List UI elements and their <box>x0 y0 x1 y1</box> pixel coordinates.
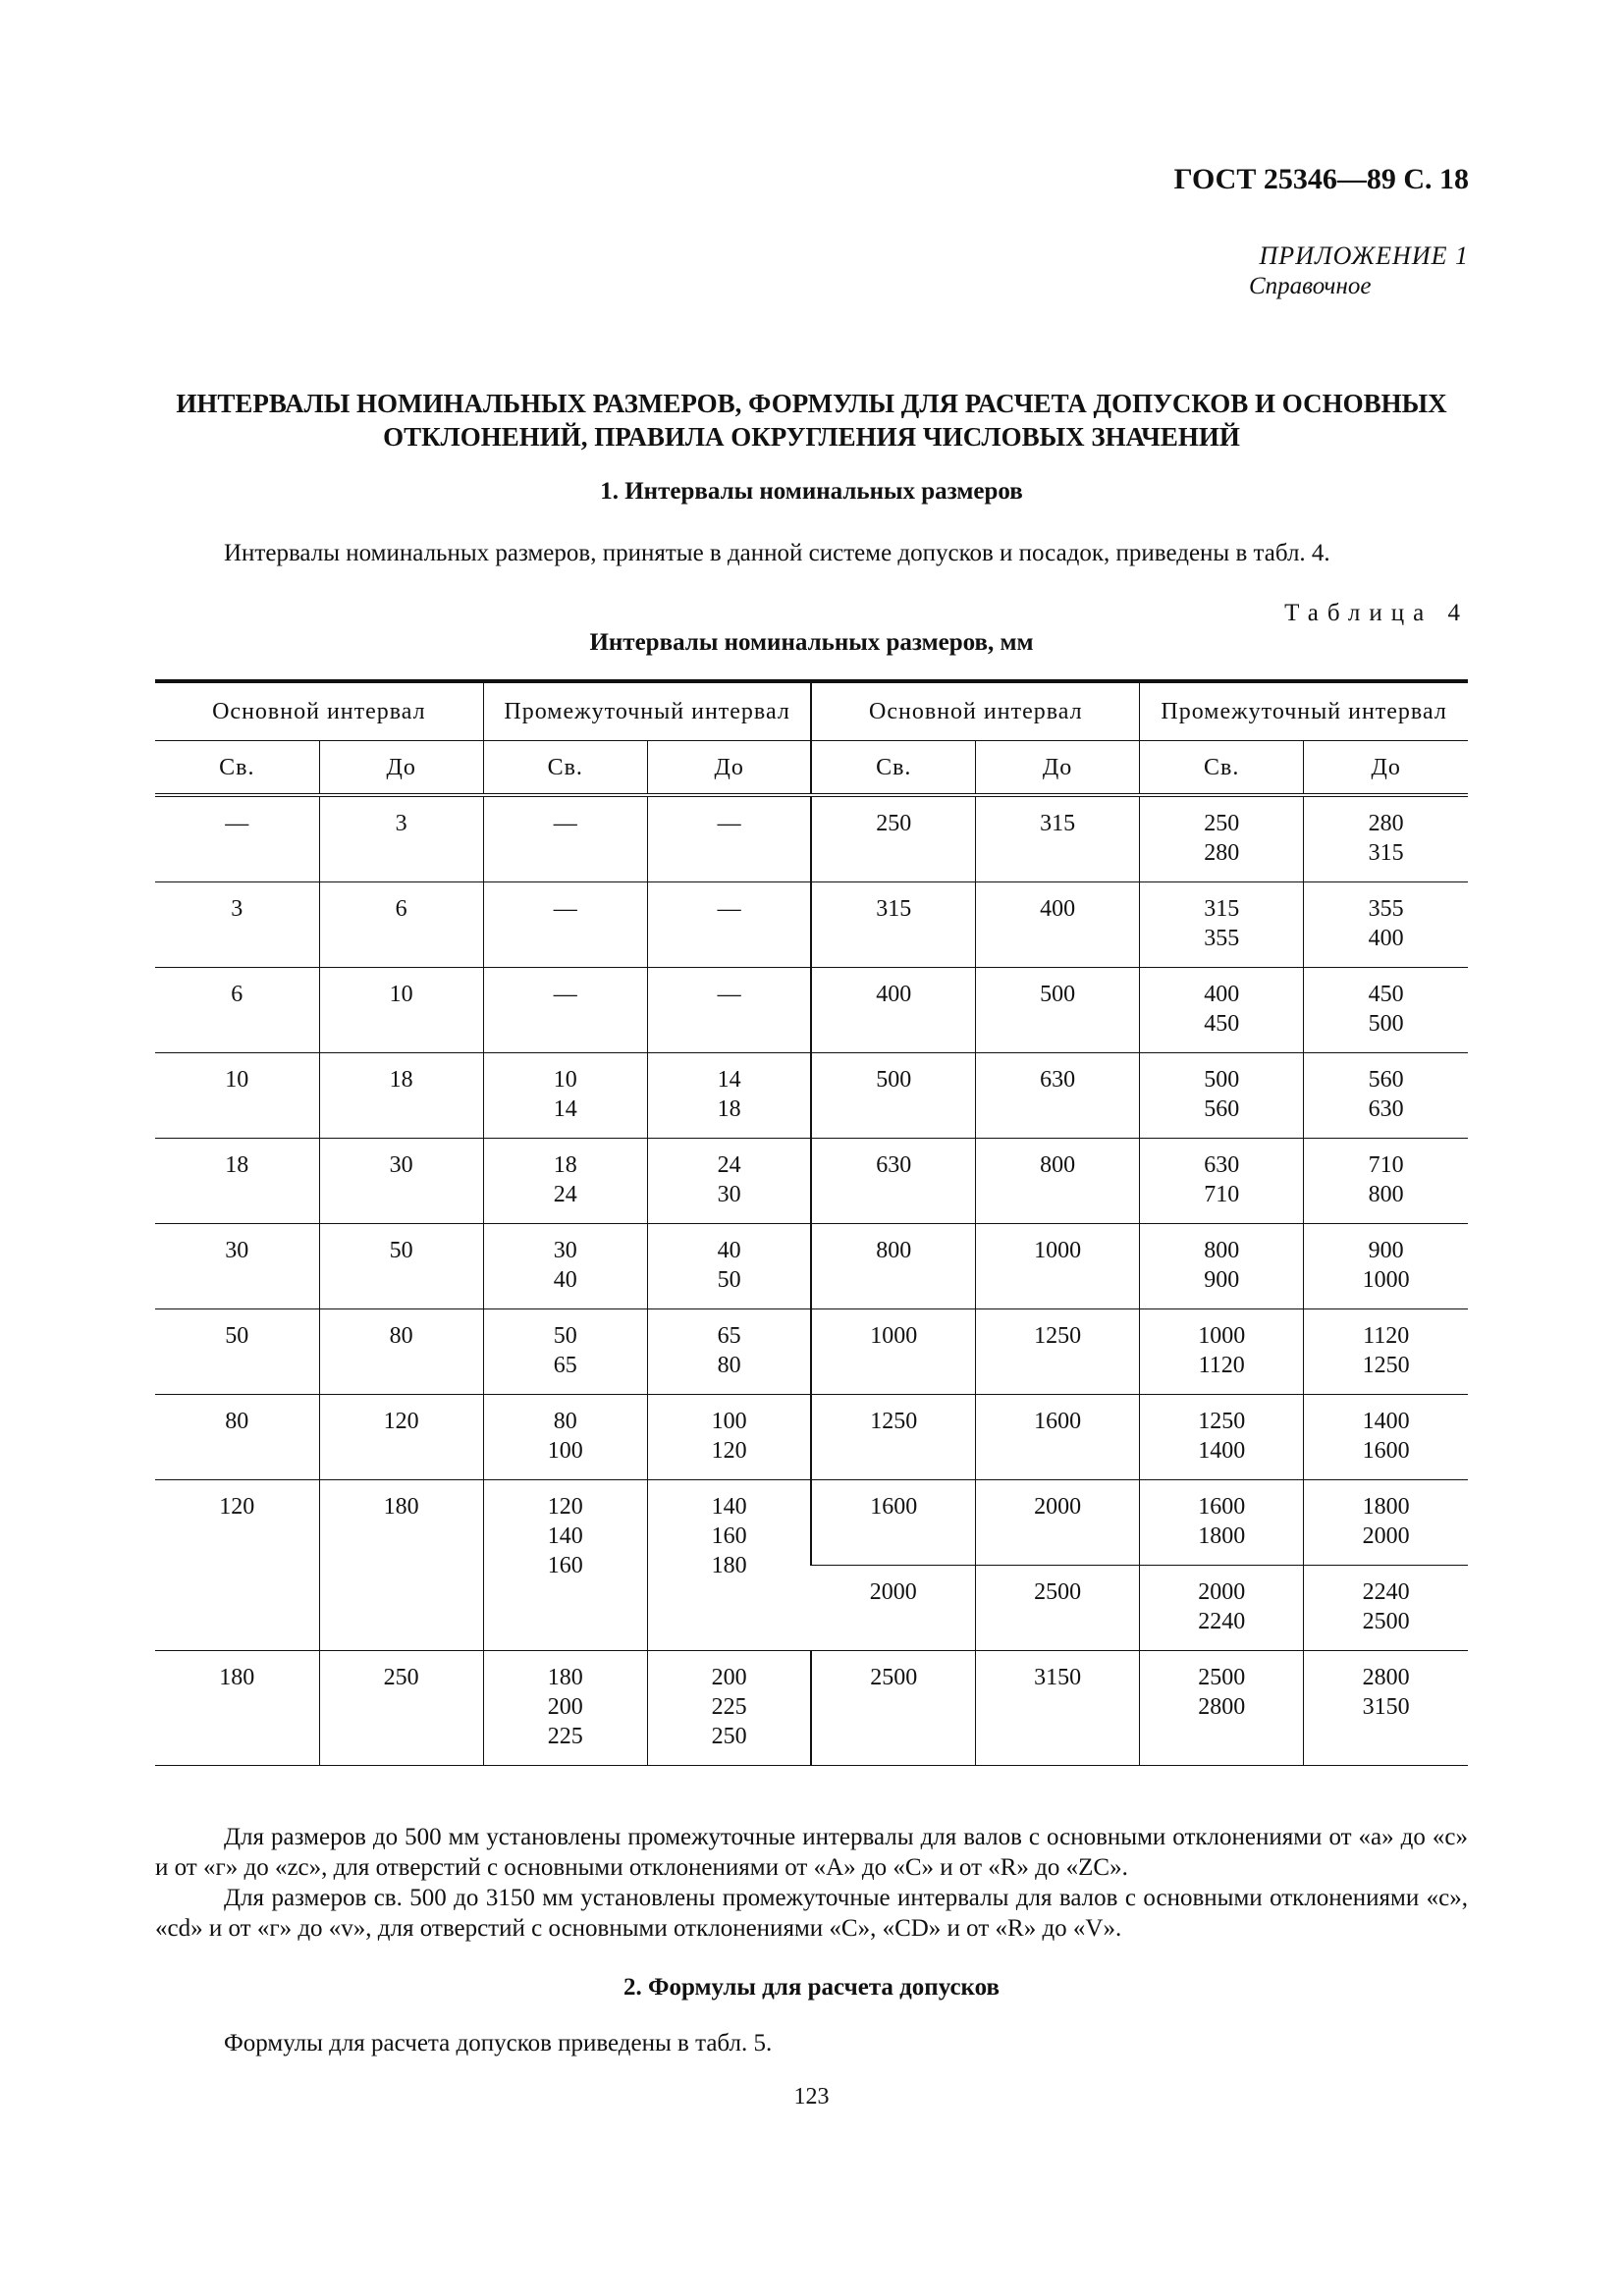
intermediate-from <box>483 1139 647 1224</box>
cell-value: 1120 <box>1363 1323 1410 1349</box>
sub-header-to: До <box>647 741 811 796</box>
intermediate-from <box>483 968 647 1053</box>
cell-value: 1600 <box>1198 1494 1246 1520</box>
group-header-main-interval: Основной интервал <box>155 681 483 741</box>
table-row <box>155 968 1468 1053</box>
cell-value: 2000 <box>1198 1579 1246 1605</box>
cell-value: 120 <box>711 1438 747 1464</box>
cell-value: 24 <box>717 1152 741 1178</box>
intermediate-to <box>647 1480 811 1651</box>
interval-from: 800 <box>811 1224 975 1309</box>
cell-value: 65 <box>717 1323 741 1349</box>
cell-value: 355 <box>1368 896 1404 922</box>
cell-value: 3150 <box>1362 1694 1410 1720</box>
page-number: 123 <box>793 2084 830 2109</box>
interval-from: 250 <box>811 795 975 882</box>
cell-value: — <box>717 811 741 836</box>
interval-to: 3 <box>319 795 483 882</box>
cell-value: 1800 <box>1198 1523 1246 1549</box>
intermediate-to <box>647 1651 811 1766</box>
cell-value: — <box>553 811 577 836</box>
intermediate-from <box>483 1309 647 1395</box>
cell-value: 24 <box>553 1182 577 1207</box>
section-2-heading: 2. Формулы для расчета допусков <box>622 1974 1000 2001</box>
table-row <box>155 1224 1468 1309</box>
intermediate-to <box>647 795 811 882</box>
interval-from: 6 <box>155 968 319 1053</box>
cell-value: 710 <box>1204 1182 1240 1207</box>
cell-value: 1000 <box>1362 1267 1410 1293</box>
interval-from: 3 <box>155 882 319 968</box>
interval-to: 10 <box>319 968 483 1053</box>
cell-value: 315 <box>1204 896 1240 922</box>
interval-to: 315 <box>976 795 1140 882</box>
intermediate-to <box>1304 1651 1468 1766</box>
interval-to: 3150 <box>976 1651 1140 1766</box>
document-code: ГОСТ 25346—89 С. 18 <box>1173 163 1469 195</box>
cell-value: 18 <box>717 1096 741 1122</box>
cell-value: 40 <box>553 1267 577 1293</box>
interval-to: 80 <box>319 1309 483 1395</box>
sub-header-to: До <box>1304 741 1468 796</box>
intermediate-to <box>647 1224 811 1309</box>
interval-to: 2500 <box>976 1566 1140 1651</box>
intermediate-from <box>1140 1395 1304 1480</box>
interval-from: 80 <box>155 1395 319 1480</box>
intermediate-from <box>1140 1053 1304 1139</box>
title-line-1: ИНТЕРВАЛЫ НОМИНАЛЬНЫХ РАЗМЕРОВ, ФОРМУЛЫ ДЛЯ РАСЧЕТА ДОПУСКОВ И ОСНОВНЫХ <box>176 389 1447 418</box>
interval-from: 2500 <box>811 1651 975 1766</box>
intermediate-to <box>647 1139 811 1224</box>
cell-value: 14 <box>553 1096 577 1122</box>
appendix-title <box>155 387 1468 454</box>
interval-from: 10 <box>155 1053 319 1139</box>
cell-value: — <box>717 896 741 922</box>
group-header-main-interval: Основной интервал <box>811 681 1139 741</box>
intermediate-to <box>1304 1309 1468 1395</box>
intermediate-to <box>1304 1395 1468 1480</box>
interval-to: 120 <box>319 1395 483 1480</box>
interval-from: 1250 <box>811 1395 975 1480</box>
sub-header-from: Св. <box>811 741 975 796</box>
cell-value: 2240 <box>1198 1609 1246 1634</box>
interval-to: 6 <box>319 882 483 968</box>
interval-to: 1250 <box>976 1309 1140 1395</box>
cell-value: 2800 <box>1198 1694 1246 1720</box>
cell-value: 140 <box>547 1523 583 1549</box>
title-line-2: ОТКЛОНЕНИЙ, ПРАВИЛА ОКРУГЛЕНИЯ ЧИСЛОВЫХ ЗНАЧЕНИЙ <box>383 422 1240 452</box>
cell-value: 160 <box>711 1523 747 1549</box>
cell-value: 450 <box>1204 1011 1240 1037</box>
table-row <box>155 1395 1468 1480</box>
cell-value: 200 <box>547 1694 583 1720</box>
cell-value: 180 <box>547 1665 583 1690</box>
table-title: Интервалы номинальных размеров, мм <box>589 629 1034 656</box>
cell-value: 180 <box>711 1553 747 1578</box>
cell-value: 50 <box>553 1323 577 1349</box>
intermediate-to <box>1304 968 1468 1053</box>
cell-value: 630 <box>1204 1152 1240 1178</box>
cell-value: 800 <box>1368 1182 1404 1207</box>
appendix-label: ПРИЛОЖЕНИЕ 1 <box>1259 241 1469 270</box>
cell-value: — <box>553 896 577 922</box>
cell-value: 1600 <box>1362 1438 1410 1464</box>
interval-from: — <box>225 811 249 836</box>
interval-to: 800 <box>976 1139 1140 1224</box>
cell-value: 1000 <box>1198 1323 1246 1349</box>
cell-value: 30 <box>717 1182 741 1207</box>
intermediate-to <box>647 1395 811 1480</box>
cell-value: 500 <box>1204 1067 1240 1093</box>
cell-value: 200 <box>711 1665 747 1690</box>
interval-to: 630 <box>976 1053 1140 1139</box>
cell-value: 225 <box>547 1724 583 1749</box>
sub-header-from: Св. <box>483 741 647 796</box>
interval-from: 1600 <box>811 1480 975 1566</box>
cell-value: 900 <box>1368 1238 1404 1263</box>
intermediate-to <box>1304 1053 1468 1139</box>
cell-value: 800 <box>1204 1238 1240 1263</box>
intermediate-to <box>1304 1566 1468 1651</box>
cell-value: 400 <box>1368 926 1404 951</box>
cell-value: 315 <box>1368 840 1404 866</box>
interval-from: 400 <box>811 968 975 1053</box>
interval-to: 2000 <box>976 1480 1140 1566</box>
table-row <box>155 1053 1468 1139</box>
interval-to: 180 <box>319 1480 483 1651</box>
interval-from: 500 <box>811 1053 975 1139</box>
intermediate-to <box>647 1309 811 1395</box>
cell-value: 14 <box>717 1067 741 1093</box>
cell-value: 18 <box>553 1152 577 1178</box>
table-label: Таблица 4 <box>1284 600 1469 626</box>
interval-from: 30 <box>155 1224 319 1309</box>
interval-to: 1600 <box>976 1395 1140 1480</box>
cell-value: 80 <box>717 1353 741 1378</box>
cell-value: 100 <box>547 1438 583 1464</box>
intermediate-from <box>1140 1139 1304 1224</box>
cell-value: 560 <box>1368 1067 1404 1093</box>
cell-value: 400 <box>1204 982 1240 1007</box>
intermediate-to <box>1304 1139 1468 1224</box>
interval-from: 1000 <box>811 1309 975 1395</box>
cell-value: 1120 <box>1198 1353 1245 1378</box>
cell-value: 50 <box>717 1267 741 1293</box>
intermediate-from <box>1140 968 1304 1053</box>
section-1-heading: 1. Интервалы номинальных размеров <box>600 478 1023 505</box>
interval-from: 2000 <box>811 1566 975 1651</box>
cell-value: 560 <box>1204 1096 1240 1122</box>
sub-header-from: Св. <box>155 741 319 796</box>
interval-from: 50 <box>155 1309 319 1395</box>
group-header-intermediate-interval: Промежуточный интервал <box>1140 681 1468 741</box>
intermediate-from <box>483 1224 647 1309</box>
cell-value: 250 <box>1204 811 1240 836</box>
cell-value: 65 <box>553 1353 577 1378</box>
cell-value: — <box>717 982 741 1007</box>
cell-value: 10 <box>553 1067 577 1093</box>
cell-value: 1250 <box>1198 1409 1246 1434</box>
sub-header-to: До <box>319 741 483 796</box>
reference-label: Справочное <box>1249 273 1372 299</box>
intermediate-from <box>483 1651 647 1766</box>
section-1-intro: Интервалы номинальных размеров, принятые в данной системе допусков и посадок, приведены в табл. 4. <box>224 540 1330 566</box>
cell-value: 1400 <box>1198 1438 1246 1464</box>
intermediate-from <box>483 882 647 968</box>
intermediate-from <box>483 1395 647 1480</box>
intermediate-to <box>1304 1224 1468 1309</box>
intermediate-to <box>1304 795 1468 882</box>
intermediate-to <box>647 882 811 968</box>
intermediate-to <box>647 968 811 1053</box>
cell-value: 900 <box>1204 1267 1240 1293</box>
interval-to: 250 <box>319 1651 483 1766</box>
cell-value: 140 <box>711 1494 747 1520</box>
cell-value: 1400 <box>1362 1409 1410 1434</box>
table-sub-header-row <box>155 741 1468 796</box>
cell-value: 250 <box>711 1724 747 1749</box>
note-paragraph-2: Для размеров св. 500 до 3150 мм установлены промежуточные интервалы для валов с основными отклонениями «с», «cd» и от «г» до «v», для отверстий с основными отклонениями «С», «CD» и от «R» до «V». <box>155 1885 1468 1942</box>
intermediate-from <box>1140 1224 1304 1309</box>
cell-value: 80 <box>553 1409 577 1434</box>
cell-value: 225 <box>711 1694 747 1720</box>
cell-value: 630 <box>1368 1096 1404 1122</box>
table-row <box>155 1139 1468 1224</box>
interval-from: 630 <box>811 1139 975 1224</box>
intermediate-from <box>483 1053 647 1139</box>
intermediate-from <box>1140 882 1304 968</box>
cell-value: 30 <box>553 1238 577 1263</box>
interval-to: 50 <box>319 1224 483 1309</box>
intermediate-to <box>1304 882 1468 968</box>
interval-from: 18 <box>155 1139 319 1224</box>
interval-to: 500 <box>976 968 1140 1053</box>
table-row <box>155 1309 1468 1395</box>
cell-value: 500 <box>1368 1011 1404 1037</box>
cell-value: 160 <box>547 1553 583 1578</box>
table-row <box>155 795 1468 882</box>
cell-value: 1250 <box>1362 1353 1410 1378</box>
cell-value: 1800 <box>1362 1494 1410 1520</box>
intermediate-to <box>1304 1480 1468 1566</box>
sub-header-from: Св. <box>1140 741 1304 796</box>
cell-value: 2500 <box>1362 1609 1410 1634</box>
cell-value: 100 <box>711 1409 747 1434</box>
cell-value: 450 <box>1368 982 1404 1007</box>
intermediate-to <box>647 1053 811 1139</box>
cell-value: 2800 <box>1362 1665 1410 1690</box>
sub-header-to: До <box>976 741 1140 796</box>
interval-from: 315 <box>811 882 975 968</box>
interval-from: 180 <box>155 1651 319 1766</box>
cell-value: 2000 <box>1362 1523 1410 1549</box>
interval-to: 400 <box>976 882 1140 968</box>
group-header-intermediate-interval: Промежуточный интервал <box>483 681 811 741</box>
cell-value: 355 <box>1204 926 1240 951</box>
interval-from: 120 <box>155 1480 319 1651</box>
interval-to: 18 <box>319 1053 483 1139</box>
cell-value: 280 <box>1204 840 1240 866</box>
cell-value: — <box>553 982 577 1007</box>
intermediate-from <box>1140 795 1304 882</box>
intermediate-from <box>483 1480 647 1651</box>
cell-value: 2500 <box>1198 1665 1246 1690</box>
intermediate-from <box>1140 1480 1304 1566</box>
cell-value: 280 <box>1368 811 1404 836</box>
table-group-header-row <box>155 681 1468 741</box>
cell-value: 120 <box>547 1494 583 1520</box>
intermediate-from <box>1140 1566 1304 1651</box>
table-row <box>155 1480 1468 1566</box>
intermediate-from <box>1140 1309 1304 1395</box>
note-paragraph-1: Для размеров до 500 мм установлены промежуточные интервалы для валов с основными отклонениями от «а» до «с» и от «г» до «zc», для отверстий с основными отклонениями от «А» до «С» и от «R» до «ZC». <box>155 1824 1468 1881</box>
intermediate-from <box>1140 1651 1304 1766</box>
cell-value: 710 <box>1368 1152 1404 1178</box>
interval-to: 30 <box>319 1139 483 1224</box>
section-2-text: Формулы для расчета допусков приведены в табл. 5. <box>224 2030 773 2056</box>
intermediate-from <box>483 795 647 882</box>
intervals-table <box>155 679 1468 1766</box>
interval-to: 1000 <box>976 1224 1140 1309</box>
table-row <box>155 1651 1468 1766</box>
cell-value: 40 <box>717 1238 741 1263</box>
table-row <box>155 882 1468 968</box>
cell-value: 2240 <box>1362 1579 1410 1605</box>
